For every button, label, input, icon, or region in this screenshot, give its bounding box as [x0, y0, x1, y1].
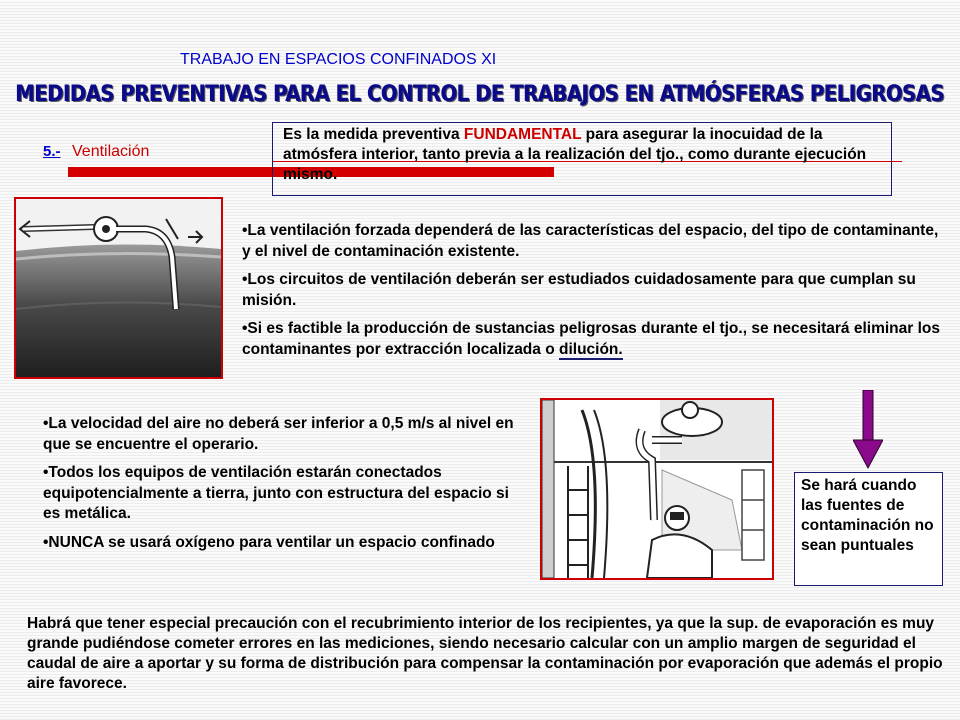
- dilution-note-box: [794, 472, 943, 586]
- section-number: 5.-: [43, 143, 61, 160]
- dilution-underlined-text: dilución.: [558, 340, 623, 358]
- ventilation-requirements-list: [43, 414, 528, 561]
- list-item: [242, 319, 947, 360]
- footer-paragraph: Habrá que tener especial precaución con el recubrimiento interior de los recipientes, ya que la sup. de evaporación es muy grande pudiéndose cometer errores en las mediciones, siendo necesario calcular con un amplio margen de seguridad el caudal de aire a aportar y su forma de distribución para compensar la contaminación por evaporación que además el propio aire favorece.: [27, 615, 943, 692]
- list-item: •La ventilación forzada dependerá de las características del espacio, del tipo de contaminante, y el nivel de contaminación existente.: [242, 222, 939, 260]
- tank-ventilation-illustration: [14, 197, 223, 379]
- intro-text-start: Es la medida preventiva: [283, 126, 464, 143]
- list-item: •La velocidad del aire no deberá ser inferior a 0,5 m/s al nivel en que se encuentre el operario.: [43, 415, 514, 453]
- ventilation-rules-list: [242, 221, 947, 368]
- section-label: Ventilación: [72, 143, 150, 160]
- page-title: MEDIDAS PREVENTIVAS PARA EL CONTROL DE TRABAJOS EN ATMÓSFERAS PELIGROSAS: [15, 80, 945, 107]
- intro-highlight: FUNDAMENTAL: [463, 126, 582, 143]
- page-subtitle: TRABAJO EN ESPACIOS CONFINADOS XI: [180, 51, 497, 68]
- note-text: Se hará cuando las fuentes de contaminación no sean puntuales: [801, 477, 934, 554]
- list-item: •NUNCA se usará oxígeno para ventilar un espacio confinado: [43, 533, 495, 551]
- down-arrow-icon: [853, 390, 883, 475]
- intro-definition-box: [272, 122, 892, 196]
- list-item-text: •Si es factible la producción de sustancias peligrosas durante el tjo., se necesitará eliminar los contaminantes por extracción localizada o: [242, 320, 941, 358]
- confined-space-worker-illustration: [540, 398, 774, 580]
- list-item: •Los circuitos de ventilación deberán ser estudiados cuidadosamente para que cumplan su misión.: [242, 271, 916, 309]
- list-item: •Todos los equipos de ventilación estarán conectados equipotencialmente a tierra, junto con estructura del espacio si es metálica.: [43, 464, 509, 522]
- intro-text-end: para asegurar la inocuidad de la atmósfera interior, tanto previa a la realización del tjo., como durante ejecución mismo.: [283, 126, 867, 183]
